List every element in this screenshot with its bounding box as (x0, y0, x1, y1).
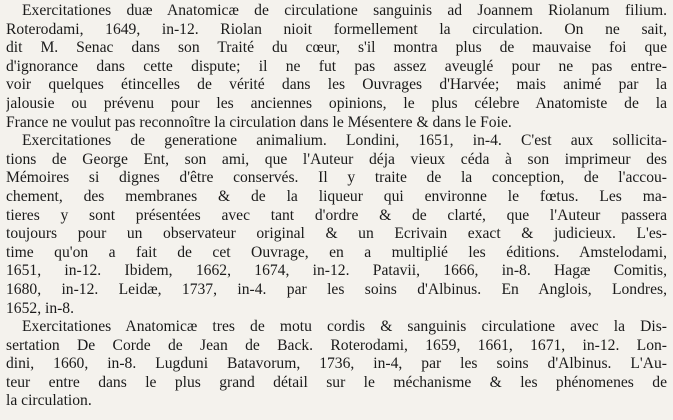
text-line: teur entre dans le plus grand détail sur le méchanisme & les phénomenes de (6, 373, 667, 391)
bibliography-entry-1 (6, 2, 667, 132)
text-line: Roterodami, 1649, in-12. Riolan nioit formellement la circulation. On ne sait, (6, 20, 667, 38)
text-line: France ne voulut pas reconnoître la circulation dans le Mésentere & dans le Foie. (6, 113, 512, 131)
text-line: Exercitationes duæ Anatomicæ de circulatione sanguinis ad Joannem Riolanum filium. (22, 2, 667, 19)
text-line: la circulation. (6, 392, 92, 410)
text-line: tions de George Ent, son ami, que l'Auteur déja vieux céda à son imprimeur des (6, 150, 667, 168)
bibliography-entry-2 (6, 132, 667, 318)
bibliography-entry-3 (6, 318, 667, 411)
text-line: dit M. Senac dans son Traité du cœur, s'il montra plus de mauvaise foi que (6, 39, 667, 57)
text-line: voir quelques étincelles de vérité dans les Ouvrages d'Harvée; mais animé par la (6, 76, 667, 94)
text-line: 1680, in-12. Leidæ, 1737, in-4. par les soins d'Albinus. En Anglois, Londres, (6, 280, 667, 298)
text-line: time qu'on a fait de cet Ouvrage, en a multiplié les éditions. Amstelodami, (6, 243, 667, 261)
text-line: Exercitationes Anatomicæ tres de motu cordis & sanguinis circulatione avec la Dis- (22, 318, 667, 336)
text-line: 1651, in-12. Ibidem, 1662, 1674, in-12. Patavii, 1666, in-8. Hagæ Comitis, (6, 262, 667, 280)
text-line: Exercitationes de generatione animalium. Londini, 1651, in-4. C'est aux sollicita- (22, 132, 667, 150)
text-line: dini, 1660, in-8. Lugduni Batavorum, 1736, in-4, par les soins d'Albinus. L'Au- (6, 355, 667, 373)
text-line: chement, des membranes & de la liqueur qui environne le fœtus. Les ma- (6, 187, 667, 205)
text-line: 1652, in-8. (6, 299, 75, 317)
text-line: jalousie ou prévenu pour les anciennes opinions, le plus célebre Anatomiste de la (6, 94, 667, 112)
text-line: toujours pour un observateur original & un Ecrivain exact & judicieux. L'es- (6, 225, 667, 243)
text-line: d'ignorance dans cette dispute; il ne fut pas assez aveuglé pour ne pas entre- (6, 57, 667, 75)
text-line: Mémoires si dignes d'être conservés. Il y traite de la conception, de l'accou- (6, 169, 667, 187)
text-line: tieres y sont présentées avec tant d'ordre & de clarté, que l'Auteur passera (6, 206, 667, 224)
text-line: sertation De Corde de Jean de Back. Roterodami, 1659, 1661, 1671, in-12. Lon- (6, 336, 667, 354)
